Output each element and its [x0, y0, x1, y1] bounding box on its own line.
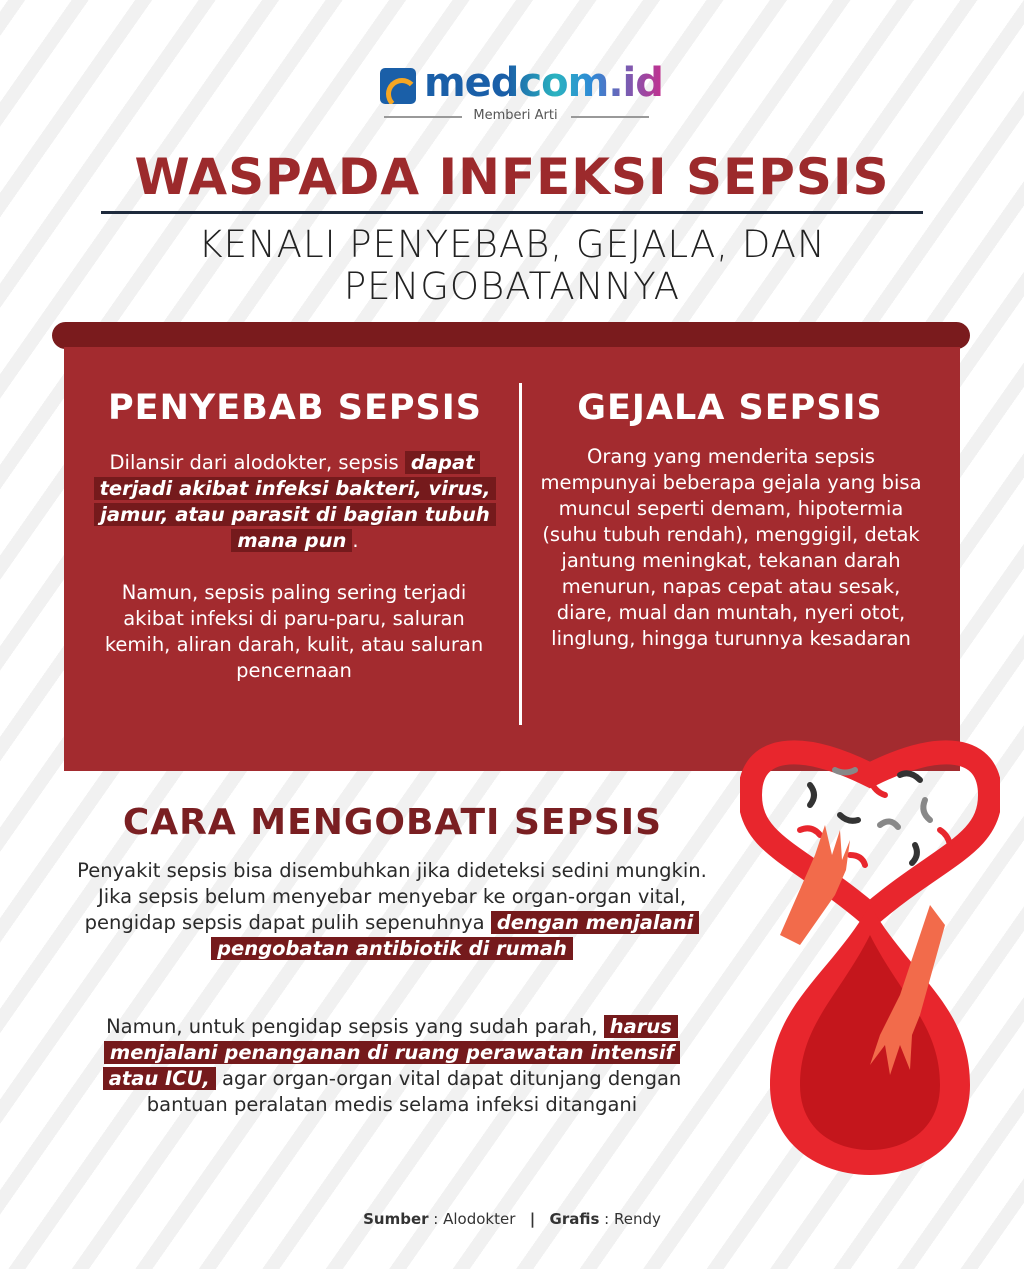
brand-name: medcom.id	[424, 60, 663, 106]
graphic-value: Rendy	[614, 1210, 661, 1228]
medcom-logo	[378, 60, 663, 126]
sepsis-illustration	[740, 735, 1000, 1185]
board-header-bar	[52, 322, 970, 349]
text: Namun, untuk pengidap sepsis yang sudah parah,	[106, 1015, 604, 1038]
separator: |	[529, 1210, 536, 1228]
penyebab-paragraph-1	[90, 450, 500, 554]
source-value: Alodokter	[443, 1210, 516, 1228]
brand-tagline: Memberi Arti	[378, 108, 653, 123]
penyebab-heading: PENYEBAB SEPSIS	[108, 388, 482, 428]
gejala-heading: GEJALA SEPSIS	[577, 388, 883, 428]
page-title: WASPADA INFEKSI SEPSIS	[134, 148, 890, 206]
highlight-text: dengan menjalani pengobatan antibiotik di rumah	[211, 911, 699, 960]
page-subtitle	[0, 224, 1024, 308]
gejala-paragraph: Orang yang menderita sepsis mempunyai beberapa gejala yang bisa muncul seperti demam, hipotermia (suhu tubuh rendah), menggigil, detak jantung meningkat, tekanan darah menurun, napas cepat atau sesak, diare, mual dan muntah, nyeri otot, linglung, hingga turunnya kesadaran	[540, 445, 922, 650]
text: Dilansir dari alodokter, sepsis	[109, 451, 405, 474]
penyebab-paragraph-2: Namun, sepsis paling sering terjadi akibat infeksi di paru-paru, saluran kemih, aliran darah, kulit, atau saluran pencernaan	[104, 581, 484, 682]
pengobatan-heading: CARA MENGOBATI SEPSIS	[122, 802, 663, 843]
text: agar organ-organ vital dapat ditunjang dengan bantuan peralatan medis selama infeksi ditangani	[146, 1067, 682, 1116]
source-label: Sumber	[363, 1210, 429, 1228]
subtitle-line-1: KENALI PENYEBAB, GEJALA, DAN	[198, 223, 826, 266]
pengobatan-paragraph-1	[72, 858, 712, 962]
text: Penyakit sepsis bisa disembuhkan jika dideteksi sedini mungkin. Jika sepsis belum menyebar menyebar ke organ-organ vital, pengidap sepsis dapat pulih sepenuhnya	[77, 859, 707, 934]
column-divider	[519, 383, 522, 725]
highlight-text: harus menjalani penanganan di ruang perawatan intensif atau ICU,	[103, 1015, 680, 1090]
infinity-loop-shape	[750, 752, 990, 915]
highlight-text: dapat terjadi akibat infeksi bakteri, virus, jamur, atau parasit di bagian tubuh mana pun	[94, 451, 497, 552]
subtitle-line-2: PENGOBATANNYA	[343, 265, 681, 308]
eagle-logo-icon	[380, 68, 416, 104]
credits-footer: Sumber : Alodokter | Grafis : Rendy	[363, 1210, 661, 1228]
graphic-label: Grafis	[549, 1210, 600, 1228]
title-divider	[101, 211, 923, 214]
pengobatan-paragraph-2	[82, 1014, 702, 1118]
text: .	[352, 529, 359, 552]
